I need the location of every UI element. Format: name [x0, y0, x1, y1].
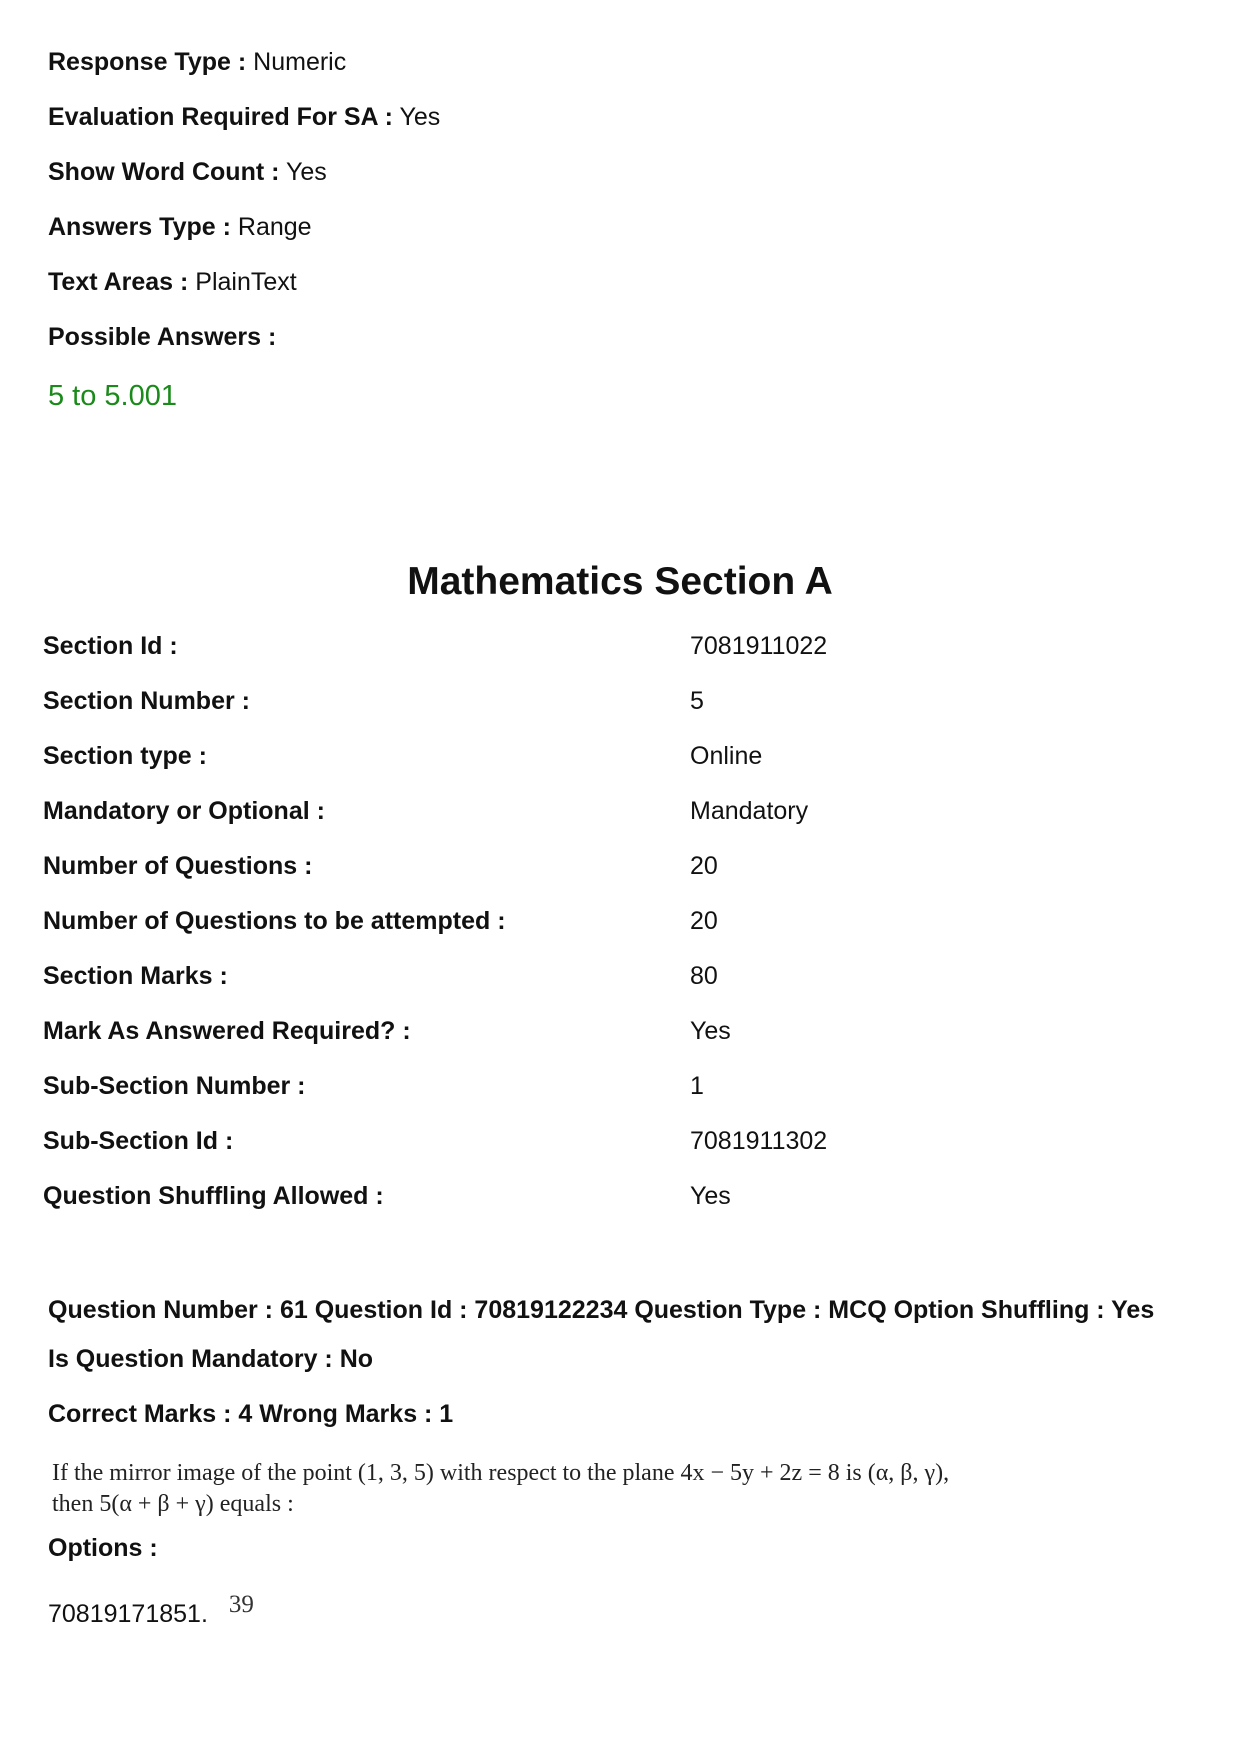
section-row-value: 7081911302 [690, 1127, 828, 1155]
meta-value: Yes [399, 103, 441, 131]
section-row-value: Yes [690, 1017, 731, 1045]
section-row-value: 80 [690, 962, 718, 990]
section-row-value: 7081911022 [690, 632, 828, 660]
section-row-value: 20 [690, 852, 718, 880]
meta-label: Show Word Count : [48, 158, 280, 186]
section-row-label: Sub-Section Id : [43, 1127, 234, 1155]
meta-value: Yes [285, 158, 327, 186]
meta-label: Evaluation Required For SA : [48, 103, 393, 131]
section-row-label: Mark As Answered Required? : [43, 1017, 411, 1045]
section-row-label: Section Id : [43, 632, 178, 660]
section-row-value: Yes [690, 1182, 731, 1210]
meta-label: Possible Answers : [48, 323, 277, 351]
meta-possible-answers [48, 321, 276, 353]
question-text [52, 1458, 1012, 1520]
section-row-label: Mandatory or Optional : [43, 797, 325, 825]
section-row-label: Sub-Section Number : [43, 1072, 306, 1100]
option-item[interactable] [48, 1591, 254, 1631]
section-row-value: 1 [690, 1072, 704, 1100]
meta-show-word-count [48, 156, 327, 188]
question-marks: Correct Marks : 4 Wrong Marks : 1 [48, 1400, 454, 1428]
option-id: 70819171851. [48, 1600, 208, 1628]
section-row-label: Section Marks : [43, 962, 228, 990]
section-row-label: Section type : [43, 742, 207, 770]
section-row-label: Section Number : [43, 687, 250, 715]
possible-answer-range: 5 to 5.001 [48, 380, 177, 412]
question-mandatory: Is Question Mandatory : No [48, 1345, 374, 1373]
section-row-value: Mandatory [690, 797, 809, 825]
section-title: Mathematics Section A [407, 560, 833, 603]
meta-evaluation-required [48, 101, 440, 133]
meta-label: Answers Type : [48, 213, 231, 241]
meta-value: Range [237, 213, 312, 241]
options-label: Options : [48, 1534, 158, 1562]
meta-label: Response Type : [48, 48, 247, 76]
section-row-value: Online [690, 742, 763, 770]
question-header: Question Number : 61 Question Id : 70819122234 Question Type : MCQ Option Shuffling : Yes [48, 1296, 1155, 1324]
meta-text-areas [48, 266, 297, 298]
meta-label: Text Areas : [48, 268, 189, 296]
question-text-line: then 5(α + β + γ) equals : [52, 1491, 294, 1517]
section-row-label: Number of Questions to be attempted : [43, 907, 506, 935]
section-row-label: Question Shuffling Allowed : [43, 1182, 384, 1210]
meta-response-type [48, 46, 346, 78]
section-row-value: 20 [690, 907, 718, 935]
question-text-line: If the mirror image of the point (1, 3, 5) with respect to the plane 4x − 5y + 2z = 8 is (α, β, γ), [52, 1460, 950, 1486]
section-row-label: Number of Questions : [43, 852, 313, 880]
section-row-value: 5 [690, 687, 704, 715]
meta-answers-type [48, 211, 312, 243]
meta-value: Numeric [253, 48, 347, 76]
option-value: 39 [228, 1591, 254, 1618]
meta-value: PlainText [195, 268, 297, 296]
